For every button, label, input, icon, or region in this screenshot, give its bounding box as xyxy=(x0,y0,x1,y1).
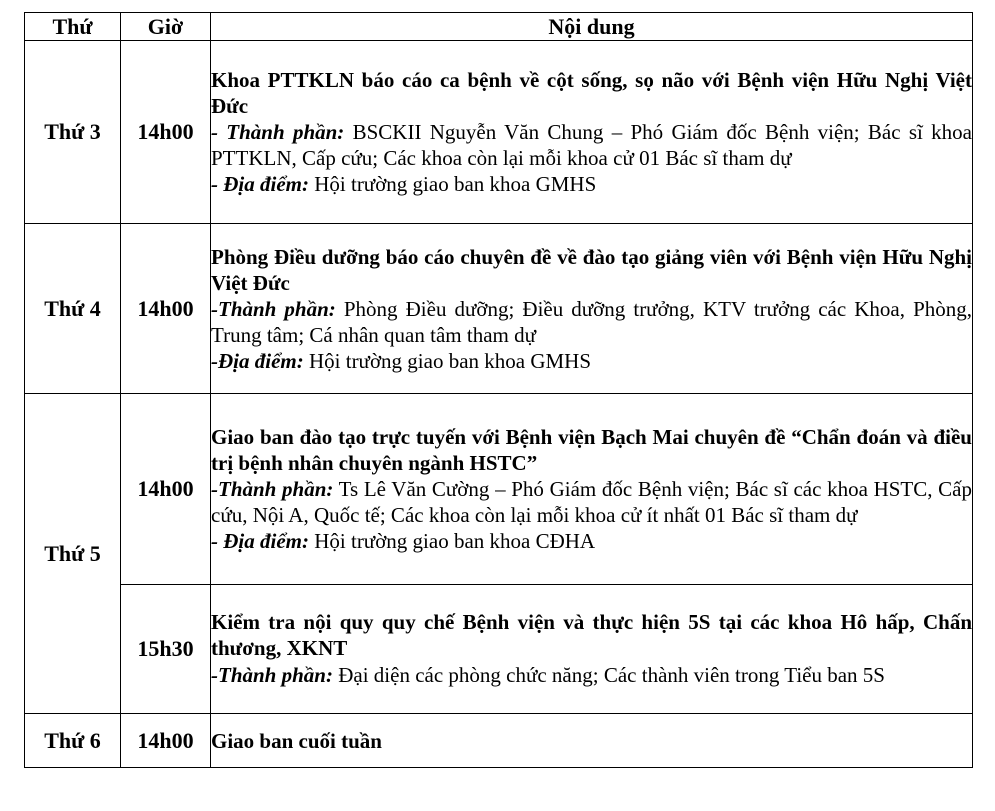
event-title: Kiểm tra nội quy quy chế Bệnh viện và thực hiện 5S tại các khoa Hô hấp, Chấn thương, XKNT xyxy=(211,610,972,660)
content-cell xyxy=(211,585,973,714)
time-cell: 14h00 xyxy=(121,394,211,585)
participants-line xyxy=(211,476,972,528)
table-row xyxy=(25,224,973,394)
participants-label: -Thành phần: xyxy=(211,663,333,687)
participants-label: -Thành phần: xyxy=(211,296,336,321)
location-text: Hội trường giao ban khoa GMHS xyxy=(308,172,597,196)
location-text: Hội trường giao ban khoa GMHS xyxy=(303,348,592,373)
day-cell: Thứ 6 xyxy=(25,714,121,768)
location-line xyxy=(211,348,972,374)
content-cell xyxy=(211,224,973,394)
location-label: -Địa điểm: xyxy=(211,348,304,373)
table-row xyxy=(25,394,973,585)
participants-text: Ts Lê Văn Cường – Phó Giám đốc Bệnh viện; Bác sĩ các khoa HSTC, Cấp cứu, Nội A, Quốc tế; Các khoa còn lại mỗi khoa cử ít nhất 01 Bác sĩ tham dự xyxy=(211,477,972,527)
location-line xyxy=(211,171,972,197)
location-line xyxy=(211,528,972,554)
time-cell: 14h00 xyxy=(121,714,211,768)
day-cell: Thứ 3 xyxy=(25,41,121,224)
event-title: Giao ban cuối tuần xyxy=(211,728,382,753)
schedule-table xyxy=(24,12,973,768)
participants-text: Phòng Điều dưỡng; Điều dưỡng trưởng, KTV trưởng các Khoa, Phòng, Trung tâm; Cá nhân quan tâm tham dự xyxy=(211,296,972,347)
participants-text: Đại diện các phòng chức năng; Các thành viên trong Tiểu ban 5S xyxy=(332,663,885,687)
time-cell: 14h00 xyxy=(121,224,211,394)
location-label: - Địa điểm: xyxy=(211,529,309,553)
time-cell: 15h30 xyxy=(121,585,211,714)
participants-line xyxy=(211,661,972,689)
header-row xyxy=(25,13,973,41)
time-cell: 14h00 xyxy=(121,41,211,224)
day-cell: Thứ 5 xyxy=(25,394,121,714)
participants-label: -Thành phần: xyxy=(211,477,334,501)
header-content: Nội dung xyxy=(211,13,973,41)
table-row xyxy=(25,41,973,224)
participants-text: BSCKII Nguyễn Văn Chung – Phó Giám đốc Bệnh viện; Bác sĩ khoa PTTKLN, Cấp cứu; Các khoa còn lại mỗi khoa cử 01 Bác sĩ tham dự xyxy=(211,120,972,170)
location-text: Hội trường giao ban khoa CĐHA xyxy=(308,529,596,553)
header-time: Giờ xyxy=(121,13,211,41)
content-cell xyxy=(211,41,973,224)
participants-line xyxy=(211,119,972,171)
content-cell xyxy=(211,714,973,768)
location-label: - Địa điểm: xyxy=(211,172,309,196)
participants-label: - Thành phần: xyxy=(211,120,345,144)
table-row xyxy=(25,585,973,714)
event-title: Khoa PTTKLN báo cáo ca bệnh về cột sống, sọ não với Bệnh viện Hữu Nghị Việt Đức xyxy=(211,68,972,118)
event-title: Phòng Điều dưỡng báo cáo chuyên đề về đào tạo giảng viên với Bệnh viện Hữu Nghị Việt Đức xyxy=(211,244,972,295)
event-title: Giao ban đào tạo trực tuyến với Bệnh viện Bạch Mai chuyên đề “Chẩn đoán và điều trị bệnh nhân chuyên ngành HSTC” xyxy=(211,425,972,475)
table-row xyxy=(25,714,973,768)
day-cell: Thứ 4 xyxy=(25,224,121,394)
participants-line xyxy=(211,296,972,348)
content-cell xyxy=(211,394,973,585)
header-day: Thứ xyxy=(25,13,121,41)
